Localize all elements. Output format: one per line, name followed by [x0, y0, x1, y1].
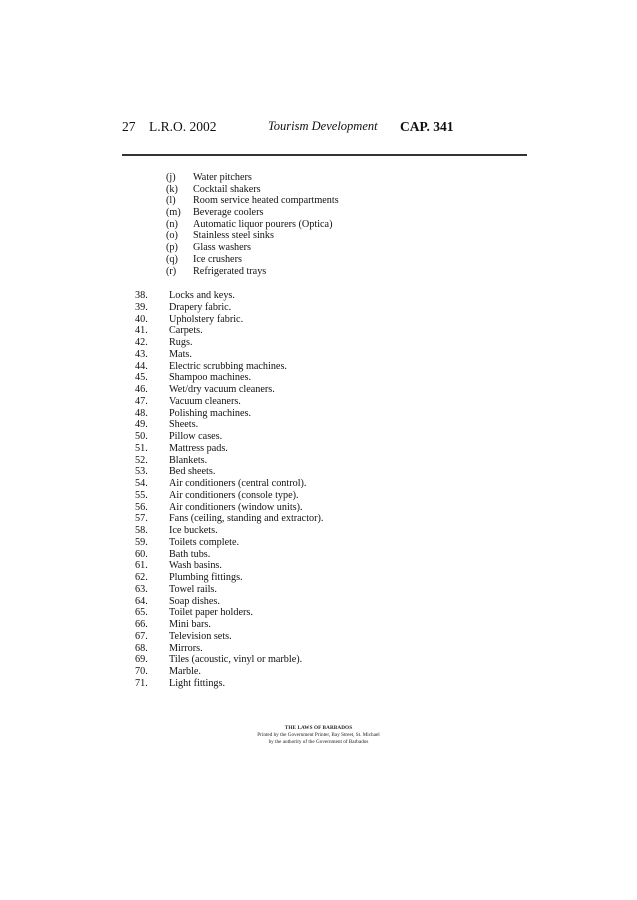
item-text: Toilets complete. [169, 536, 240, 548]
running-header [122, 119, 527, 137]
item-number: 49. [135, 419, 148, 431]
item-number: 46. [135, 384, 148, 395]
lro-edition: L.R.O. 2002 [149, 119, 217, 134]
item-text: Rugs. [169, 337, 193, 348]
item-text: Mats. [169, 348, 192, 360]
sub-item-text: Stainless steel sinks [193, 230, 274, 242]
item-text: Electric scrubbing machines. [169, 360, 287, 372]
item-text: Carpets. [169, 325, 203, 337]
sub-item-text: Cocktail shakers [193, 183, 261, 195]
item-number: 69. [135, 654, 148, 666]
item-number: 38. [135, 290, 148, 301]
item-text: Sheets. [169, 419, 199, 431]
item-text: Air conditioners (central control). [169, 478, 307, 489]
sub-item-text: Room service heated compartments [193, 195, 339, 207]
item-text: Ice buckets. [169, 525, 218, 536]
item-text: Mirrors. [169, 642, 203, 654]
item-text: Towel rails. [169, 583, 217, 595]
item-number: 44. [135, 360, 148, 372]
item-text: Polishing machines. [169, 407, 252, 419]
item-number: 60. [135, 548, 148, 560]
item-text: Vacuum cleaners. [169, 395, 241, 407]
item-text: Locks and keys. [169, 290, 235, 301]
page-footer [0, 725, 637, 747]
header-rule [122, 154, 527, 156]
footer-printer-line: Printed by the Government Printer, Bay Street, St. Michael [257, 732, 380, 739]
item-text: Tiles (acoustic, vinyl or marble). [169, 654, 303, 666]
sub-item-text: Automatic liquor pourers (Optica) [193, 218, 333, 230]
item-text: Marble. [169, 666, 201, 677]
sub-item-letter: (m) [166, 207, 181, 219]
item-number: 63. [135, 583, 148, 595]
chapter-number: CAP. 341 [400, 119, 454, 134]
item-number: 59. [135, 536, 148, 548]
item-number: 42. [135, 337, 148, 348]
sub-item-text: Beverage coolers [193, 207, 264, 219]
sub-item-letter: (p) [166, 242, 178, 254]
sub-item-letter: (k) [166, 183, 178, 195]
item-number: 71. [135, 677, 148, 689]
item-number: 58. [135, 525, 148, 536]
sub-item-letter: (n) [166, 218, 178, 230]
item-number: 41. [135, 325, 148, 337]
item-number: 61. [135, 560, 148, 572]
item-text: Wash basins. [169, 560, 222, 572]
item-text: Drapery fabric. [169, 301, 232, 313]
item-text: Shampoo machines. [169, 372, 252, 384]
item-text: Mini bars. [169, 619, 211, 630]
sub-item-letter: (l) [166, 195, 176, 207]
sub-item-letter: (r) [166, 265, 177, 277]
item-number: 70. [135, 666, 148, 677]
sub-item-letter: (o) [166, 230, 178, 242]
item-text: Air conditioners (window units). [169, 501, 303, 513]
item-number: 64. [135, 595, 148, 607]
item-text: Toilet paper holders. [169, 607, 253, 619]
item-number: 51. [135, 442, 148, 454]
sub-item-text: Water pitchers [193, 172, 252, 183]
item-number: 55. [135, 489, 148, 501]
item-text: Air conditioners (console type). [169, 489, 299, 501]
item-text: Upholstery fabric. [169, 313, 244, 325]
footer-authority-line: by the authority of the Government of Barbados [268, 739, 369, 746]
sub-item-text: Ice crushers [193, 253, 242, 265]
item-number: 68. [135, 642, 148, 654]
item-number: 67. [135, 630, 148, 642]
page-number: 27 [122, 119, 136, 134]
item-number: 48. [135, 407, 148, 419]
item-text: Plumbing fittings. [169, 572, 243, 583]
item-text: Mattress pads. [169, 442, 228, 454]
item-text: Light fittings. [169, 677, 226, 689]
item-number: 56. [135, 501, 148, 513]
item-text: Fans (ceiling, standing and extractor). [169, 513, 324, 525]
item-number: 45. [135, 372, 148, 384]
item-number: 66. [135, 619, 148, 630]
item-number: 43. [135, 348, 148, 360]
act-title: Tourism Development [268, 119, 378, 133]
item-number: 53. [135, 466, 148, 478]
item-number: 40. [135, 313, 148, 325]
item-text: Soap dishes. [169, 595, 220, 607]
sub-item-letter: (j) [166, 172, 176, 183]
footer-title: THE LAWS OF BARBADOS [284, 725, 353, 731]
item-number: 52. [135, 454, 148, 466]
item-number: 47. [135, 395, 148, 407]
item-number: 39. [135, 301, 148, 313]
item-number: 57. [135, 513, 148, 525]
item-text: Wet/dry vacuum cleaners. [169, 384, 275, 395]
item-number: 62. [135, 572, 148, 583]
item-number: 50. [135, 431, 148, 442]
item-text: Bath tubs. [169, 548, 211, 560]
item-text: Pillow cases. [169, 431, 223, 442]
item-text: Blankets. [169, 454, 208, 466]
item-text: Television sets. [169, 630, 232, 642]
sub-item-text: Refrigerated trays [193, 265, 267, 277]
item-text: Bed sheets. [169, 466, 216, 478]
sub-item-text: Glass washers [193, 242, 252, 254]
sub-item-letter: (q) [166, 253, 178, 265]
item-number: 65. [135, 607, 148, 619]
item-number: 54. [135, 478, 148, 489]
